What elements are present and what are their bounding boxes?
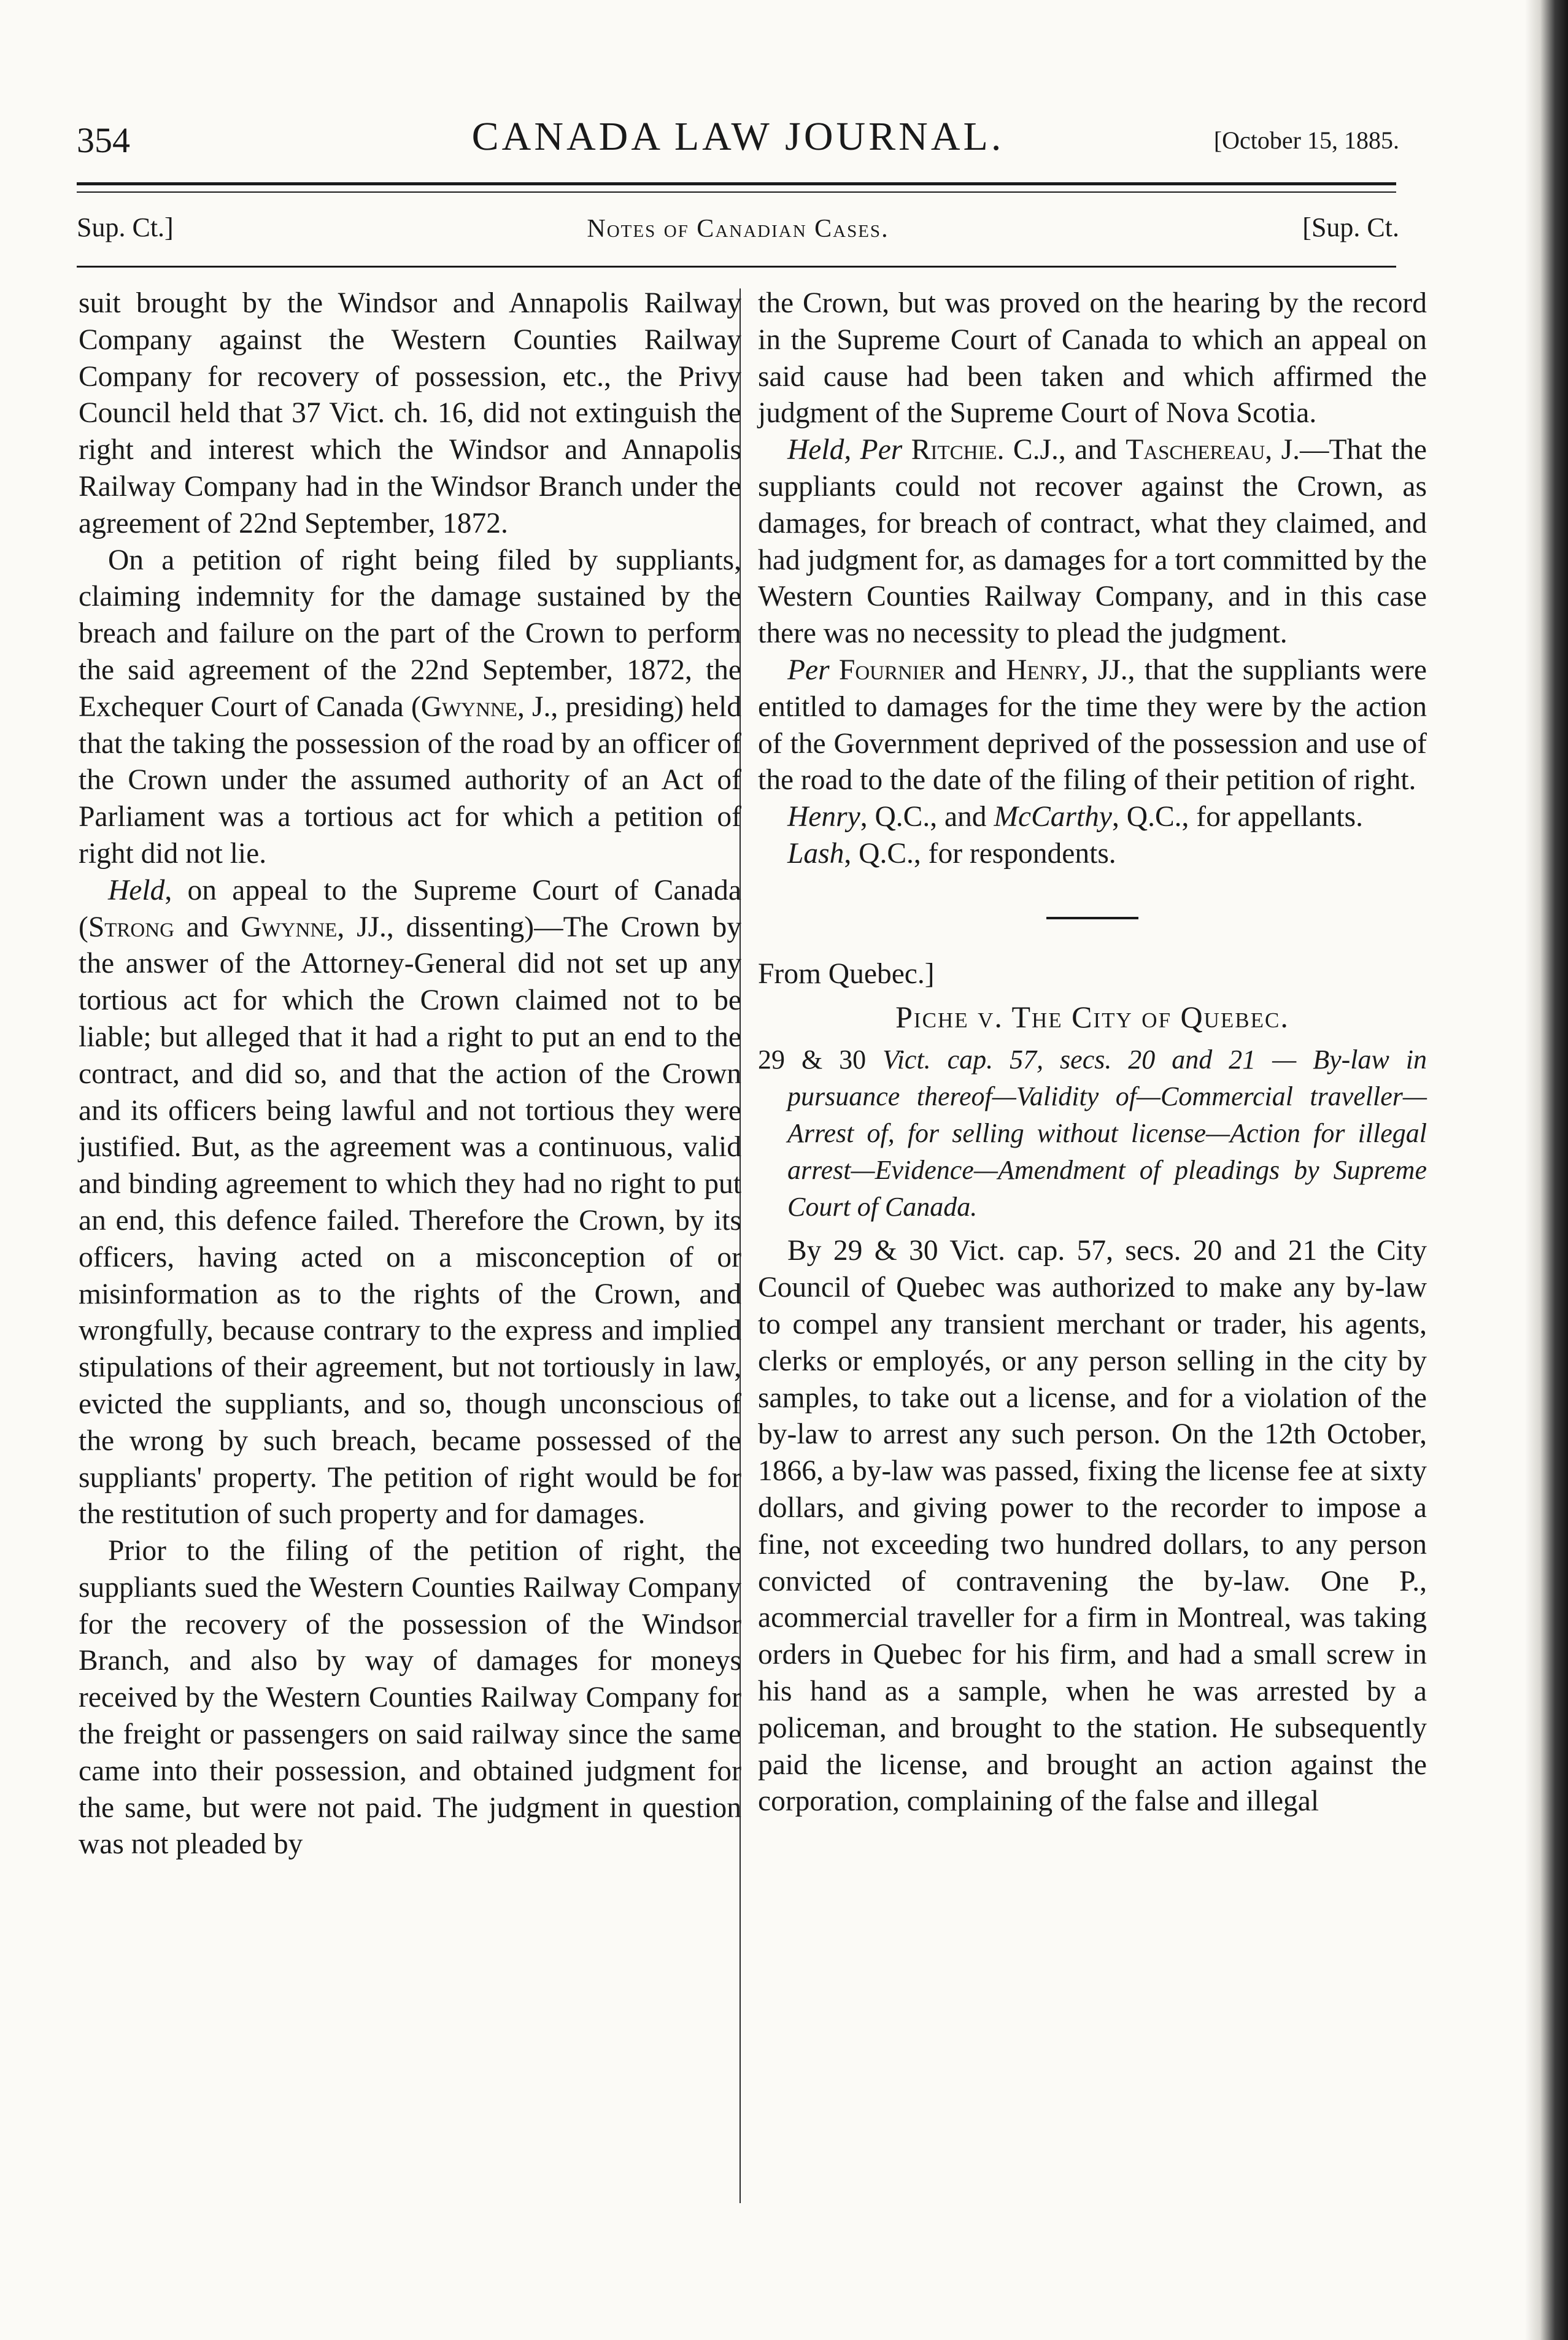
issue-date: [October 15, 1885.: [1213, 126, 1399, 154]
judge-name: Ritchie: [911, 434, 997, 466]
judge-name: Strong: [88, 911, 174, 943]
section-separator: [1046, 917, 1138, 919]
section-header: [77, 212, 1399, 255]
paragraph: Held, on appeal to the Supreme Court of Canada (Strong and Gwynne, JJ., dissenting)—The Crown by the answer of the Attorney-General did not set up any tortious act for which the Crown claimed not to be liable; but alleged that it had a right to put an end to the contract, and did so, and that the action of the Crown and its officers being lawful and not tortious they were justified. But, as the agreement was a continuous, valid and binding agreement to which they had no right to put an end, this defence failed. Therefore the Crown, by its officers, having acted on a misconception of or misinformation as to the rights of the Crown, and wrongfully, because contrary to the express and implied stipulations of their agreement, but not tortiously in law, evicted the suppliants, and so, though unconscious of the wrong by such breach, became possessed of the suppliants' property. The petition of right would be for the restitution of such property and for damages.: [79, 874, 741, 1531]
paragraph: On a petition of right being filed by suppliants, claiming indemnity for the damage sustained by the breach and failure on the part of the Crown to perform the said agreement of the 22nd September, 1872, the Exchequer Court of Canada (Gwynne, J., presiding) held that the taking the possession of the road by an officer of the Crown under the assumed authority of an Act of Parliament was a tortious act for which a petition of right did not lie.: [79, 544, 741, 870]
paragraph: the Crown, but was proved on the hearing by the record in the Supreme Court of Canada to which an appeal on said cause had been taken and which affirmed the judgment of the Supreme Court of Nova Scotia.: [758, 287, 1427, 430]
court-origin: From Quebec.]: [758, 957, 935, 990]
judge-name: Henry: [1006, 654, 1081, 686]
judge-name: Gwynne: [420, 690, 517, 723]
right-column: [758, 285, 1427, 1820]
page-number: 354: [77, 120, 130, 160]
counsel-name: Henry: [787, 801, 860, 833]
held-label: Held, Per: [787, 434, 903, 466]
judge-name: Gwynne: [241, 911, 338, 943]
court-label-left: Sup. Ct.]: [77, 212, 174, 242]
header-rule-thick: [77, 182, 1396, 185]
counsel-line: Lash, Q.C., for respondents.: [787, 837, 1116, 870]
counsel-name: McCarthy: [994, 801, 1113, 833]
judge-name: Fournier: [838, 654, 946, 686]
header-rule-thin: [77, 191, 1396, 193]
page-edge-shadow: [1525, 0, 1568, 2340]
held-label: Held: [108, 874, 165, 906]
counsel-name: Lash: [787, 837, 844, 870]
case-title: Piche v. The City of Quebec.: [895, 999, 1289, 1034]
paragraph: Per Fournier and Henry, JJ., that the suppliants were entitled to damages for the time they were by the action of the Government deprived of the possession and use of the road to the date of the filing of their petition of right.: [758, 654, 1427, 797]
left-column: [79, 285, 741, 1863]
paragraph: suit brought by the Windsor and Annapolis Railway Company against the Western Counties Railway Company for recovery of possession, etc., the Privy Council held that 37 Vict. ch. 16, did not extinguish the right and interest which the Windsor and Annapolis Railway Company had in the Windsor Branch under the agreement of 22nd September, 1872.: [79, 287, 741, 539]
paragraph: By 29 & 30 Vict. cap. 57, secs. 20 and 21 the City Council of Quebec was authorized to make any by-law to compel any transient merchant or trader, his agents, clerks or employés, or any person selling in the city by samples, to take out a license, and for a violation of the by-law to arrest any such person. On the 12th October, 1866, a by-law was passed, fixing the license fee at sixty dollars, and giving power to the recorder to impose a fine, not exceeding two hundred dollars, to any person convicted of contravening the by-law. One P., acommercial traveller for a firm in Montreal, was taking orders in Quebec for his firm, and had a small screw in his hand as a sample, when he was arrested by a policeman, and brought to the station. He subsequently paid the license, and brought an action against the corporation, complaining of the false and illegal: [758, 1235, 1427, 1818]
subheader-rule: [77, 266, 1396, 268]
per-label: Per: [787, 654, 830, 686]
headnote: 29 & 30 Vict. cap. 57, secs. 20 and 21 — By-law in pursuance thereof—Validity of—Commercial traveller—Arrest of, for selling without license—Action for illegal arrest—Evidence—Amendment of pleadings by Supreme Court of Canada.: [758, 1045, 1427, 1222]
paragraph: Prior to the filing of the petition of right, the suppliants sued the Western Counties Railway Company for the recovery of the possession of the Windsor Branch, and also by way of damages for moneys received by the Western Counties Railway Company for the freight or passengers on said railway since the same came into their possession, and obtained judgment for the same, but were not paid. The judgment in question was not pleaded by: [79, 1535, 741, 1861]
section-title: Notes of Canadian Cases.: [587, 215, 889, 243]
judge-name: Taschereau: [1126, 434, 1265, 466]
journal-title: CANADA LAW JOURNAL.: [471, 114, 1005, 159]
paragraph: Held, Per Ritchie. C.J., and Taschereau, J.—That the suppliants could not recover against the Crown, as damages, for breach of contract, what they claimed, and had judgment for, as damages for a tort committed by the Western Counties Railway Company, and in this case there was no necessity to plead the judgment.: [758, 434, 1427, 650]
counsel-line: Henry, Q.C., and McCarthy, Q.C., for appellants.: [787, 801, 1363, 833]
running-header: [77, 114, 1399, 175]
court-label-right: [Sup. Ct.: [1302, 212, 1399, 242]
